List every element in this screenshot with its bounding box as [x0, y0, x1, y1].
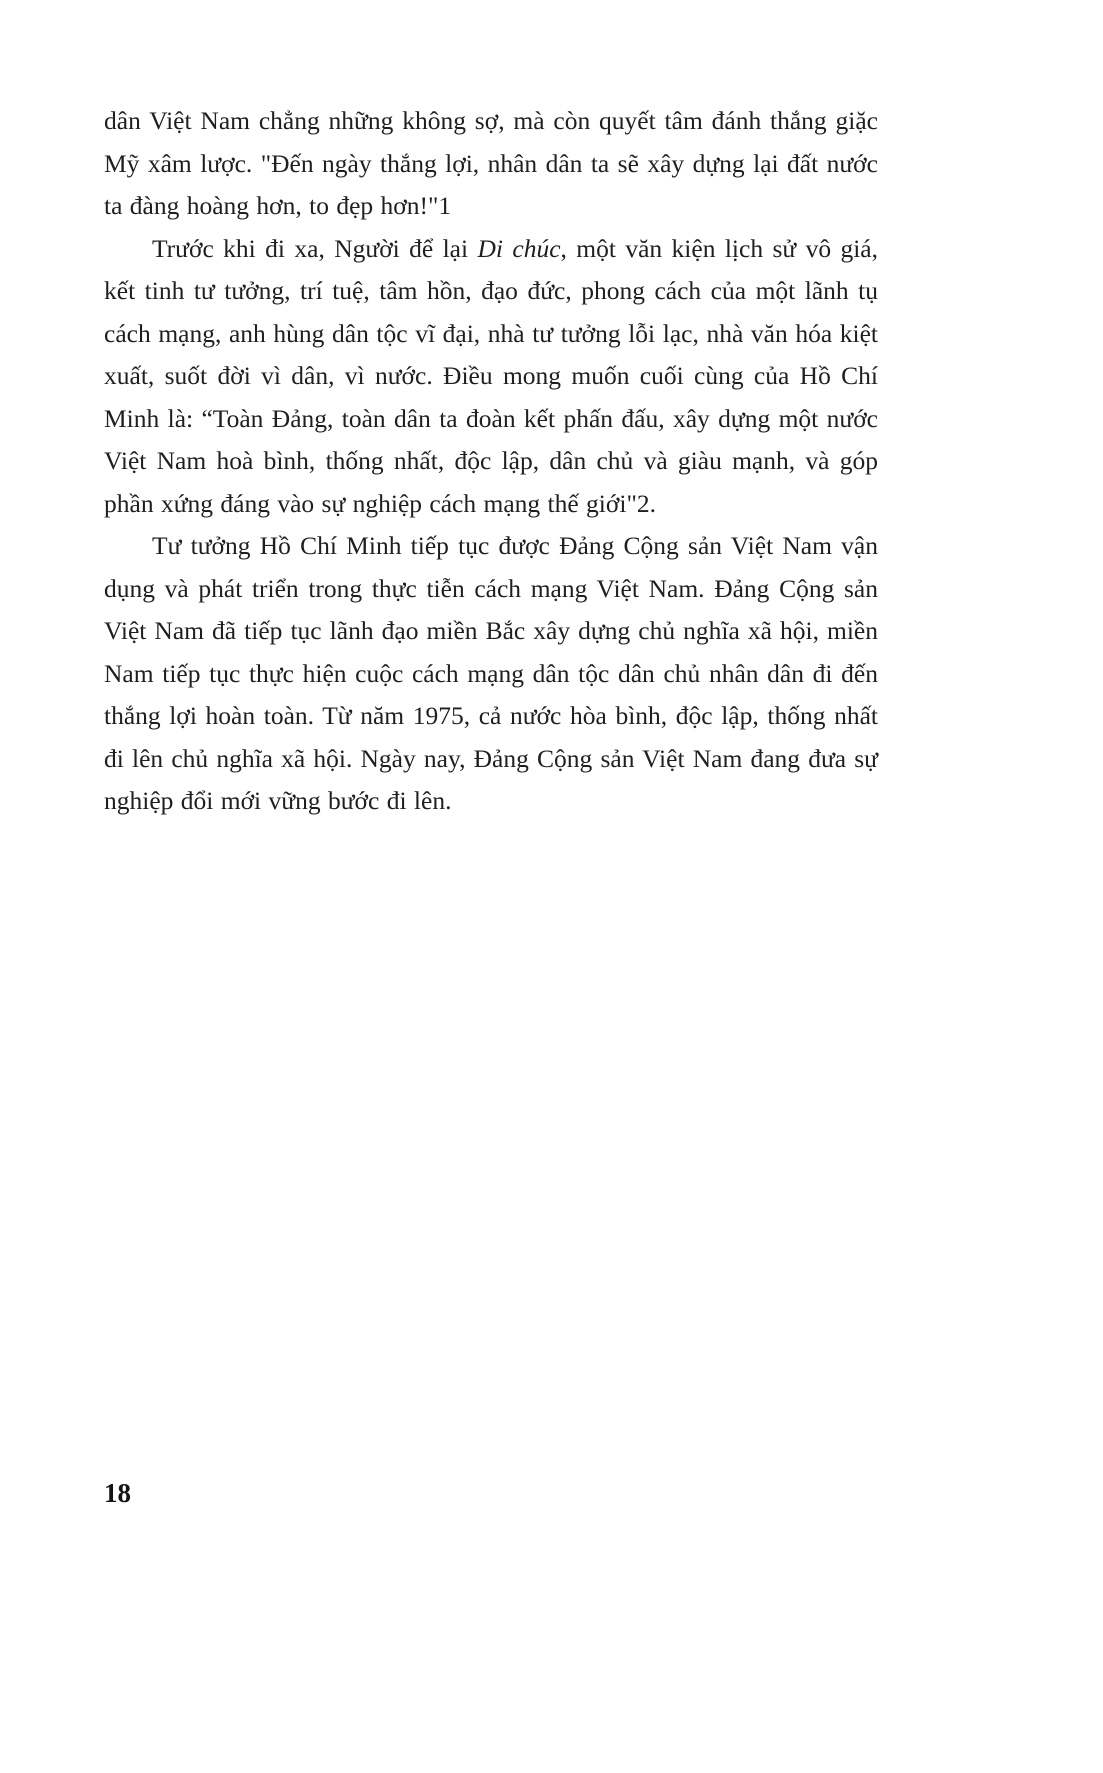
text-segment: , một văn kiện lịch sử vô giá, kết tinh tư tưởng, trí tuệ, tâm hồn, đạo đức, phong cách của một lãnh tụ cách mạng, anh hùng dân tộc vĩ đại, nhà tư tưởng lỗi lạc, nhà văn hóa kiệt xuất, suốt đời vì dân, vì nước. Điều mong muốn cuối cùng của Hồ Chí Minh là: “Toàn Đảng, toàn dân ta đoàn kết phấn đấu, xây dựng một nước Việt Nam hoà bình, thống nhất, độc lập, dân chủ và giàu mạnh, và góp phần xứng đáng vào sự nghiệp cách mạng thế giới"2.	[104, 233, 878, 518]
paragraph	[104, 100, 878, 228]
text-segment: Tư tưởng Hồ Chí Minh tiếp tục được Đảng Cộng sản Việt Nam vận dụng và phát triển trong thực tiễn cách mạng Việt Nam. Đảng Cộng sản Việt Nam đã tiếp tục lãnh đạo miền Bắc xây dựng chủ nghĩa xã hội, miền Nam tiếp tục thực hiện cuộc cách mạng dân tộc dân chủ nhân dân đi đến thắng lợi hoàn toàn. Từ năm 1975, cả nước hòa bình, độc lập, thống nhất đi lên chủ nghĩa xã hội. Ngày nay, Đảng Cộng sản Việt Nam đang đưa sự nghiệp đổi mới vững bước đi lên.	[104, 531, 878, 815]
page-body	[104, 100, 878, 823]
text-segment: Trước khi đi xa, Người để lại	[152, 233, 478, 263]
italic-text-segment: Di chúc	[477, 233, 561, 263]
paragraph	[104, 525, 878, 823]
page-number: 18	[104, 1478, 131, 1508]
paragraph	[104, 228, 878, 526]
text-segment: dân Việt Nam chẳng những không sợ, mà còn quyết tâm đánh thắng giặc Mỹ xâm lược. "Đến ngày thắng lợi, nhân dân ta sẽ xây dựng lại đất nước ta đàng hoàng hơn, to đẹp hơn!"1	[104, 106, 878, 220]
